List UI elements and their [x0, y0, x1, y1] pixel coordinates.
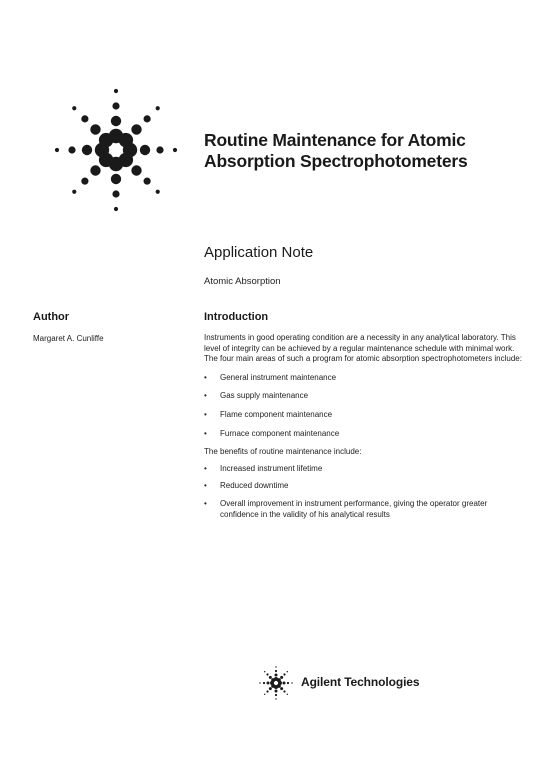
document-title [204, 130, 524, 172]
title-line-2: Absorption Spectrophotometers [204, 151, 468, 171]
document-subject: Atomic Absorption [204, 276, 281, 287]
introduction-body [204, 333, 524, 527]
list-item: • Reduced downtime [204, 481, 524, 492]
list-item: • Flame component maintenance [204, 410, 524, 421]
intro-paragraph: Instruments in good operating condition are a necessity in any analytical laboratory. This level of integrity can be achieved by a regular maintenance schedule with minimal work. The four main areas of such a program for atomic absorption spectrophotometers include: [204, 333, 522, 364]
agilent-spark-icon [256, 663, 296, 703]
list-item: • General instrument maintenance [204, 373, 524, 384]
maintenance-areas-list [204, 373, 524, 439]
list-item: • Gas supply maintenance [204, 391, 524, 402]
introduction-heading: Introduction [204, 311, 269, 323]
list-item: • Furnace component maintenance [204, 429, 524, 440]
agilent-spark-logo-icon [46, 78, 186, 222]
author-heading: Author [33, 311, 70, 323]
title-line-1: Routine Maintenance for Atomic [204, 130, 466, 150]
document-type: Application Note [204, 244, 314, 261]
brand-name: Agilent Technologies [301, 675, 420, 689]
benefits-list [204, 464, 524, 520]
author-name: Margaret A. Cunliffe [33, 334, 104, 343]
list-item: • Overall improvement in instrument performance, giving the operator greater confidence in the validity of his analytical results [204, 499, 524, 520]
list-item: • Increased instrument lifetime [204, 464, 524, 475]
benefits-intro-paragraph: The benefits of routine maintenance include: [204, 447, 362, 457]
